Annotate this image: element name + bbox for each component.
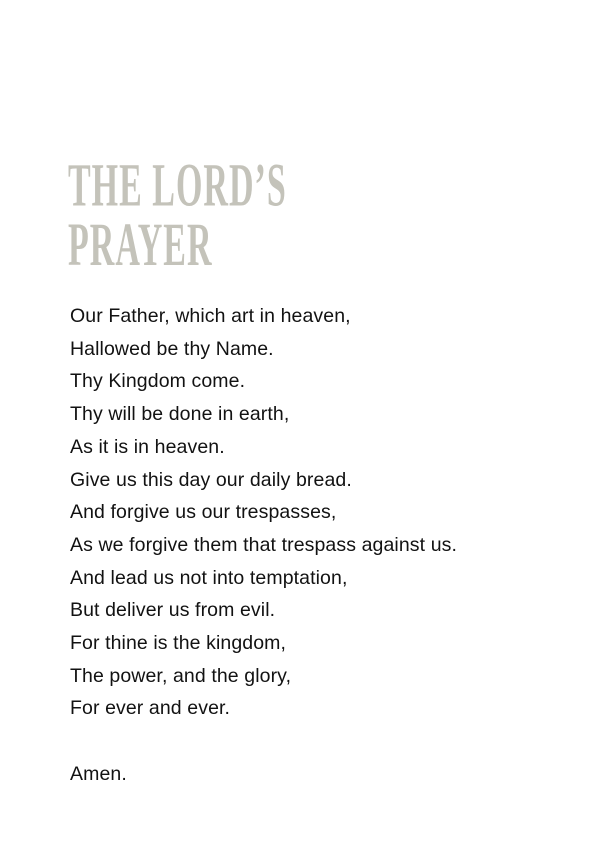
prayer-line: As it is in heaven. bbox=[70, 435, 225, 458]
prayer-line: Thy will be done in earth, bbox=[70, 403, 290, 426]
blank-line bbox=[70, 725, 457, 758]
prayer-line: Give us this day our daily bread. bbox=[70, 468, 352, 491]
prayer-line: As we forgive them that trespass against us. bbox=[70, 533, 458, 556]
prayer-line: Our Father, which art in heaven, bbox=[70, 305, 351, 327]
prayer-line: For ever and ever. bbox=[70, 697, 231, 720]
prayer-line: And lead us not into temptation, bbox=[70, 566, 348, 589]
prayer-line: But deliver us from evil. bbox=[70, 599, 276, 622]
prayer-line: Hallowed be thy Name. bbox=[70, 337, 274, 360]
amen-line: Amen. bbox=[70, 762, 127, 785]
prayer-text bbox=[70, 300, 457, 791]
page-title-line-2: PRAYER bbox=[68, 212, 213, 280]
prayer-line: Thy Kingdom come. bbox=[70, 370, 246, 393]
prayer-line: For thine is the kingdom, bbox=[70, 632, 287, 655]
page-title-line-1: THE LORD’S bbox=[68, 153, 287, 220]
prayer-line: And forgive us our trespasses, bbox=[70, 501, 337, 524]
page-title bbox=[68, 153, 287, 280]
prayer-line: The power, and the glory, bbox=[70, 664, 292, 687]
